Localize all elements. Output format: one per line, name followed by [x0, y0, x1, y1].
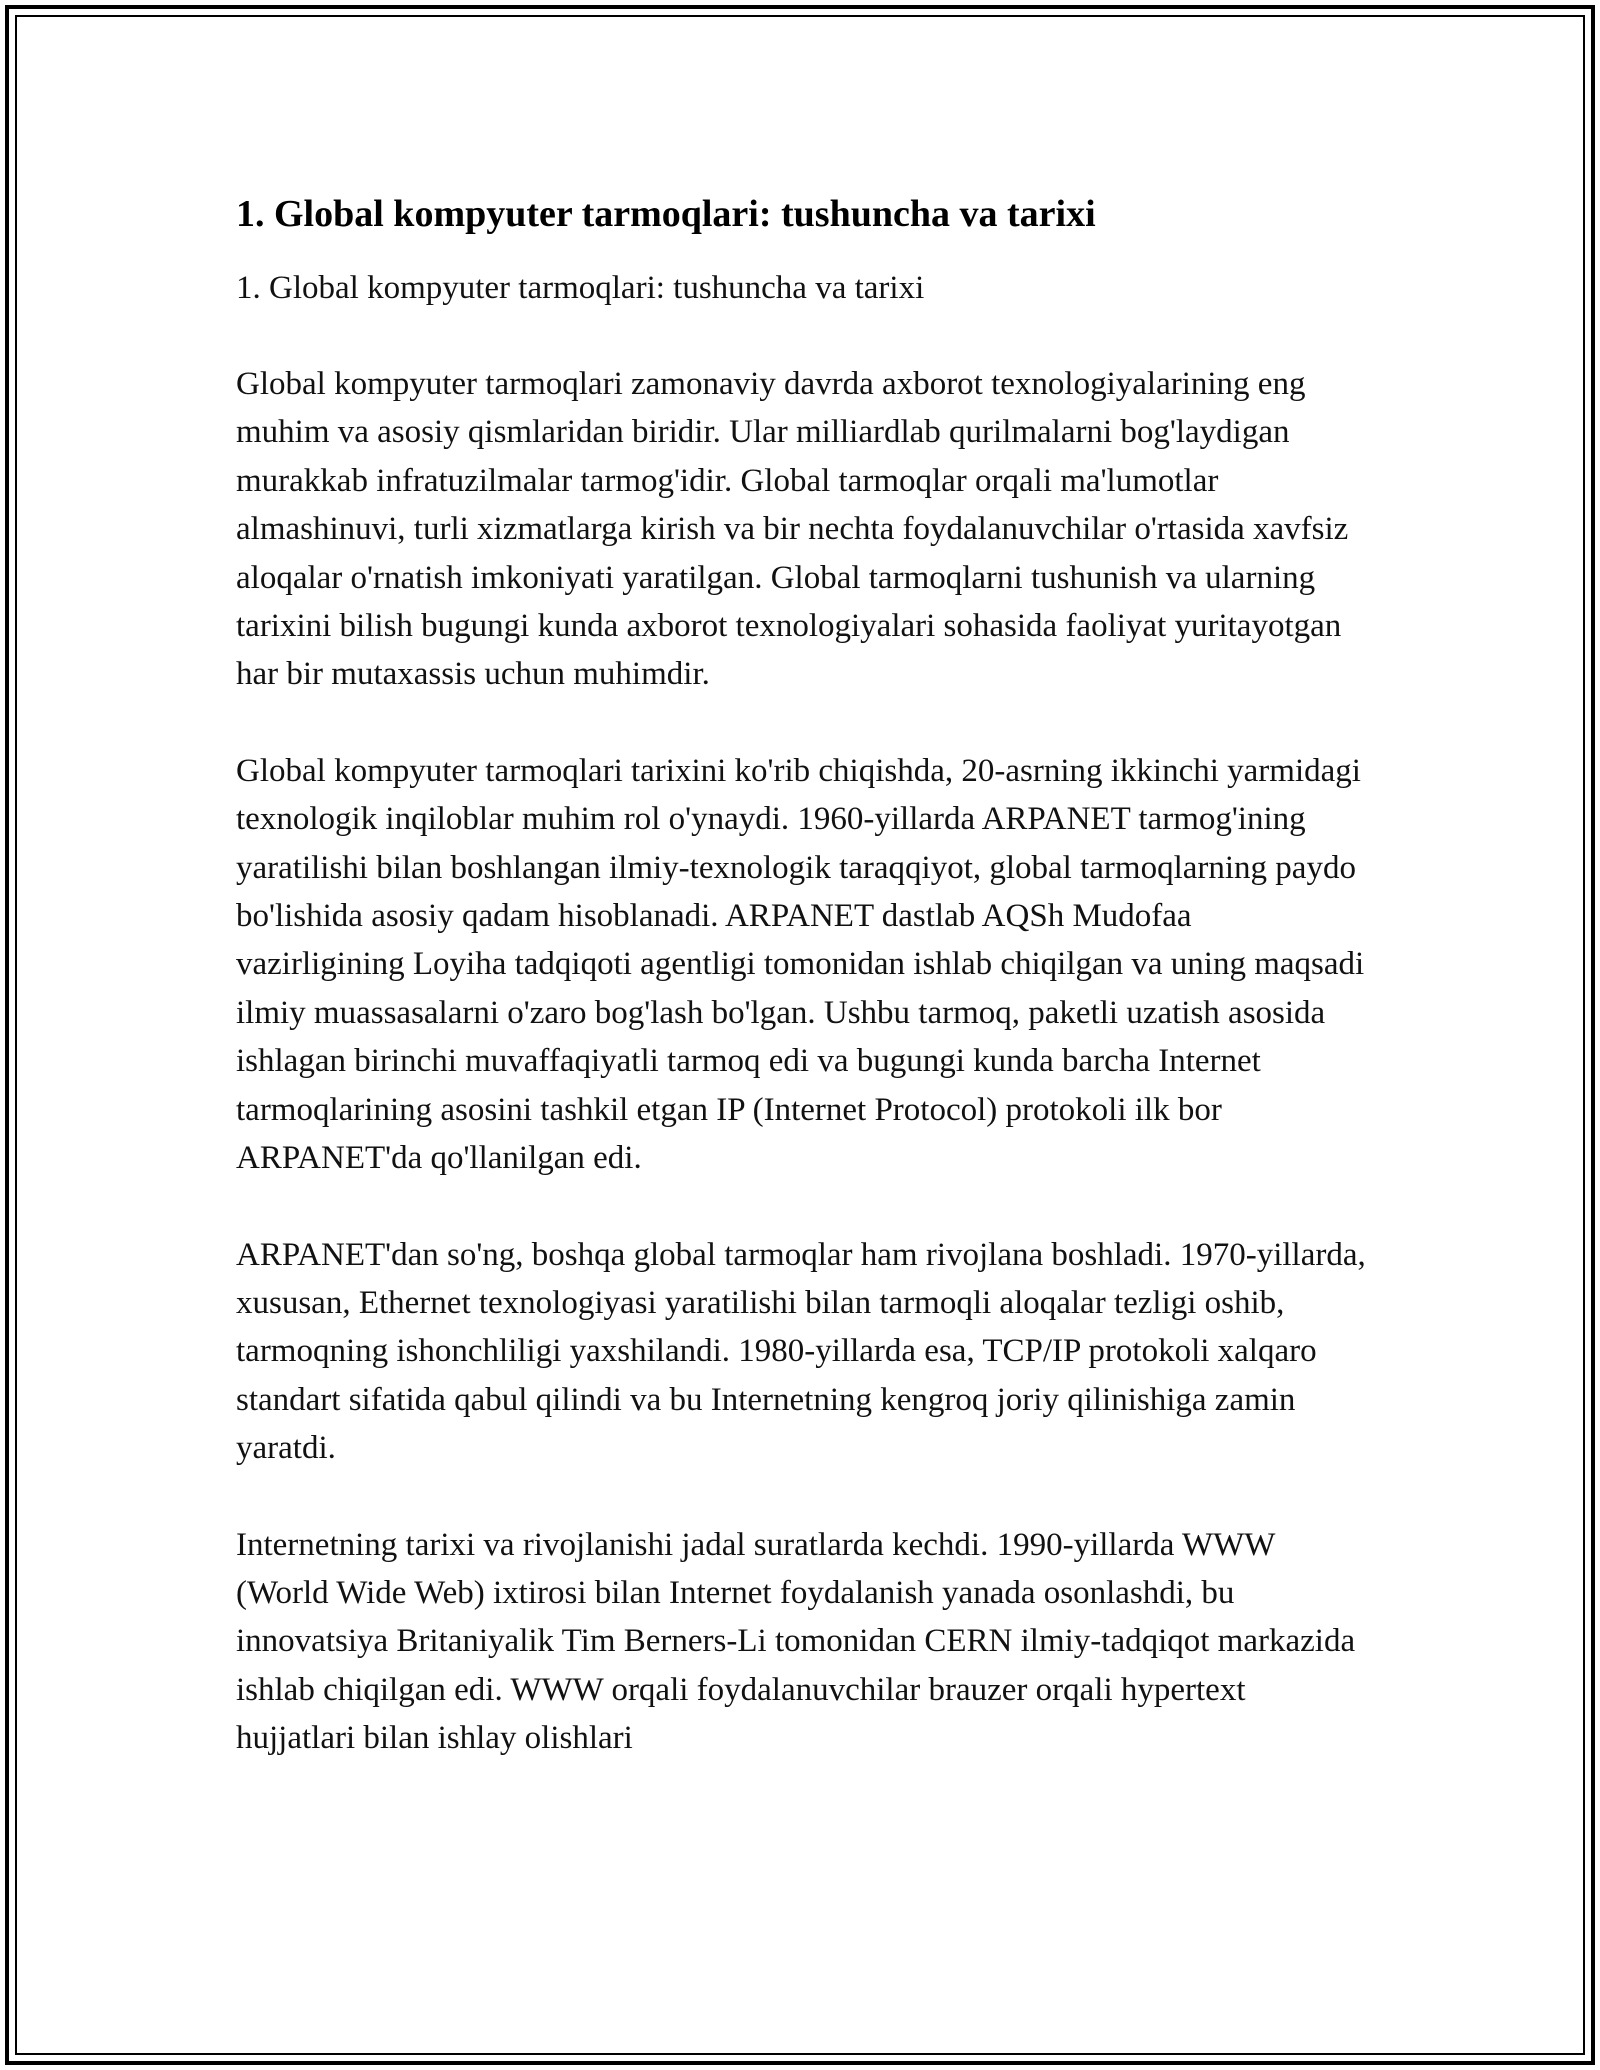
document-heading: 1. Global kompyuter tarmoqlari: tushuncha va tarixi	[236, 193, 1096, 235]
document-subheading: 1. Global kompyuter tarmoqlari: tushuncha va tarixi	[236, 270, 925, 306]
document-body	[236, 190, 1366, 1811]
paragraph-arpanet: Global kompyuter tarmoqlari tarixini ko'rib chiqishda, 20-asrning ikkinchi yarmidagi texnologik inqiloblar muhim rol o'ynaydi. 1960-yillarda ARPANET tarmog'ining yaratilishi bilan boshlangan ilmiy-texnologik taraqqiyot, global tarmoqlarning paydo bo'lishida asosiy qadam hisoblanadi. ARPANET dastlab AQSh Mudofaa vazirligining Loyiha tadqiqoti agentligi tomonidan ishlab chiqilgan va uning maqsadi ilmiy muassasalarni o'zaro bog'lash bo'lgan. Ushbu tarmoq, paketli uzatish asosida ishlagan birinchi muvaffaqiyatli tarmoq edi va bugungi kunda barcha Internet tarmoqlarining asosini tashkil etgan IP (Internet Protocol) protokoli ilk bor ARPANET'da qo'llanilgan edi.	[236, 752, 1365, 1177]
paragraph-intro: Global kompyuter tarmoqlari zamonaviy davrda axborot texnologiyalarining eng muhim va asosiy qismlaridan biridir. Ular milliardlab qurilmalarni bog'laydigan murakkab infratuzilmalar tarmog'idir. Global tarmoqlar orqali ma'lumotlar almashinuvi, turli xizmatlarga kirish va bir nechta foydalanuvchilar o'rtasida xavfsiz aloqalar o'rnatish imkoniyati yaratilgan. Global tarmoqlarni tushunish va ularning tarixini bilish bugungi kunda axborot texnologiyalari sohasida faoliyat yuritayotgan har bir mutaxassis uchun muhimdir.	[236, 366, 1349, 693]
paragraph-internet-history: Internetning tarixi va rivojlanishi jadal suratlarda kechdi. 1990-yillarda WWW (World Wide Web) ixtirosi bilan Internet foydalanish yanada osonlashdi, bu innovatsiya Britaniyalik Tim Berners-Li tomonidan CERN ilmiy-tadqiqot markazida ishlab chiqilgan edi. WWW orqali foydalanuvchilar brauzer orqali hypertext hujjatlari bilan ishlay olishlari	[236, 1526, 1356, 1757]
paragraph-after-arpanet: ARPANET'dan so'ng, boshqa global tarmoqlar ham rivojlana boshladi. 1970-yillarda, xususan, Ethernet texnologiyasi yaratilishi bilan tarmoqli aloqalar tezligi oshib, tarmoqning ishonchliligi yaxshilandi. 1980-yillarda esa, TCP/IP protokoli xalqaro standart sifatida qabul qilindi va bu Internetning kengroq joriy qilinishiga zamin yaratdi.	[236, 1236, 1366, 1467]
